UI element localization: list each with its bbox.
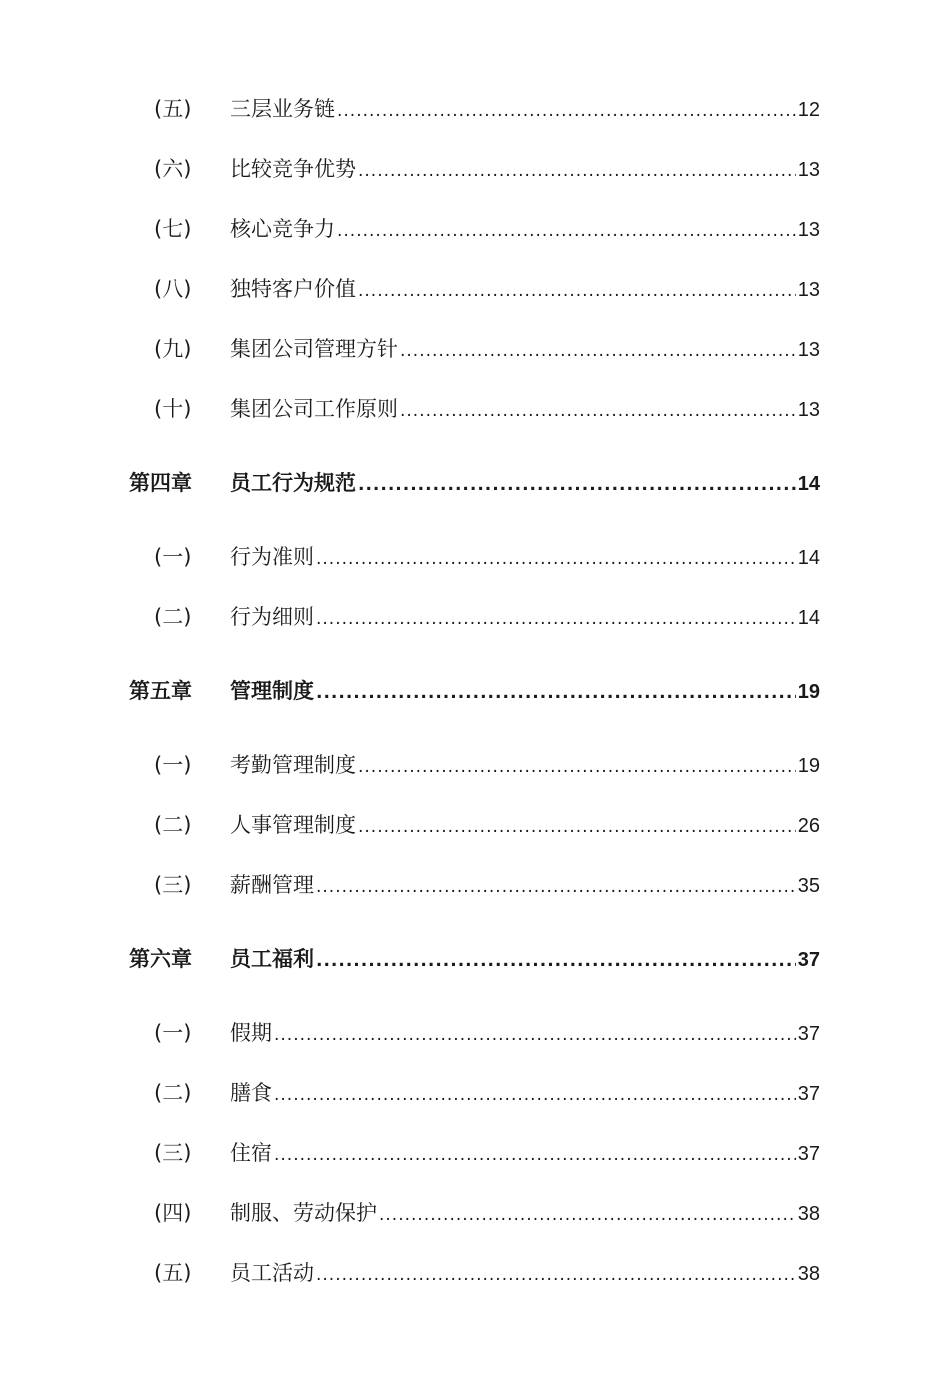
toc-entry[interactable] — [0, 864, 950, 904]
toc-entry[interactable] — [0, 596, 950, 636]
dot-leader — [274, 1087, 796, 1104]
toc-entry-page-number: 12 — [797, 99, 820, 121]
toc-chapter-title: 员工福利 — [230, 947, 314, 971]
toc-entry[interactable] — [0, 744, 950, 784]
toc-entry-title: 员工活动 — [230, 1261, 314, 1285]
toc-chapter-page-number: 37 — [797, 949, 820, 971]
toc-entry-number: (三) — [154, 873, 192, 897]
toc-entry-page-number: 35 — [797, 875, 820, 897]
dot-leader — [274, 1027, 796, 1044]
toc-chapter-title: 员工行为规范 — [230, 471, 356, 495]
toc-entry-number: (一) — [154, 753, 192, 777]
toc-entry-title: 行为细则 — [230, 605, 314, 629]
toc-entry-title: 制服、劳动保护 — [230, 1201, 377, 1225]
toc-entry[interactable] — [0, 208, 950, 248]
dot-leader — [400, 403, 796, 420]
toc-entry-page-number: 14 — [797, 547, 820, 569]
toc-entry-page-number: 19 — [797, 755, 820, 777]
toc-entry-title: 假期 — [230, 1021, 272, 1045]
toc-entry-page-number: 26 — [797, 815, 820, 837]
toc-entry-title: 行为准则 — [230, 545, 314, 569]
toc-entry[interactable] — [0, 536, 950, 576]
toc-entry-page-number: 13 — [797, 279, 820, 301]
toc-entry-title: 考勤管理制度 — [230, 753, 356, 777]
toc-entry-number: (四) — [154, 1201, 192, 1225]
toc-entry-page-number: 38 — [797, 1263, 820, 1285]
toc-entry-number: (二) — [154, 605, 192, 629]
toc-entry-title: 集团公司管理方针 — [230, 337, 398, 361]
dot-leader — [316, 685, 796, 702]
toc-entry-number: (一) — [154, 545, 192, 569]
toc-entry-title: 膳食 — [230, 1081, 272, 1105]
toc-entry-title: 薪酬管理 — [230, 873, 314, 897]
toc-chapter-entry[interactable] — [0, 670, 950, 710]
toc-entry[interactable] — [0, 268, 950, 308]
toc-entry[interactable] — [0, 1192, 950, 1232]
toc-entry-title: 住宿 — [230, 1141, 272, 1165]
toc-chapter-number: 第六章 — [129, 947, 192, 971]
toc-entry-number: (六) — [154, 157, 192, 181]
dot-leader — [337, 103, 796, 120]
toc-entry-page-number: 14 — [797, 607, 820, 629]
toc-entry-page-number: 37 — [797, 1023, 820, 1045]
toc-chapter-page-number: 19 — [797, 681, 820, 703]
dot-leader — [400, 343, 796, 360]
dot-leader — [316, 1267, 796, 1284]
dot-leader — [358, 163, 796, 180]
toc-entry-title: 三层业务链 — [230, 97, 335, 121]
dot-leader — [358, 477, 796, 494]
toc-chapter-number: 第四章 — [129, 471, 192, 495]
dot-leader — [358, 759, 796, 776]
toc-entry-number: (七) — [154, 217, 192, 241]
toc-chapter-number: 第五章 — [129, 679, 192, 703]
toc-chapter-page-number: 14 — [797, 473, 820, 495]
toc-entry[interactable] — [0, 88, 950, 128]
toc-entry-number: (一) — [154, 1021, 192, 1045]
toc-entry[interactable] — [0, 1252, 950, 1292]
toc-entry-page-number: 37 — [797, 1143, 820, 1165]
toc-entry-page-number: 13 — [797, 339, 820, 361]
dot-leader — [379, 1207, 796, 1224]
toc-entry-number: (三) — [154, 1141, 192, 1165]
dot-leader — [358, 819, 796, 836]
toc-entry[interactable] — [0, 1072, 950, 1112]
toc-entry[interactable] — [0, 388, 950, 428]
toc-entry-title: 集团公司工作原则 — [230, 397, 398, 421]
toc-chapter-entry[interactable] — [0, 462, 950, 502]
dot-leader — [316, 953, 796, 970]
dot-leader — [316, 879, 796, 896]
toc-entry-page-number: 38 — [797, 1203, 820, 1225]
dot-leader — [358, 283, 796, 300]
dot-leader — [337, 223, 796, 240]
dot-leader — [316, 551, 796, 568]
toc-entry-number: (十) — [154, 397, 192, 421]
toc-entry-page-number: 13 — [797, 399, 820, 421]
toc-entry-number: (二) — [154, 813, 192, 837]
toc-entry-number: (九) — [154, 337, 192, 361]
toc-entry-page-number: 13 — [797, 219, 820, 241]
toc-entry-page-number: 13 — [797, 159, 820, 181]
toc-chapter-title: 管理制度 — [230, 679, 314, 703]
toc-entry-number: (二) — [154, 1081, 192, 1105]
toc-entry[interactable] — [0, 804, 950, 844]
toc-entry[interactable] — [0, 328, 950, 368]
dot-leader — [274, 1147, 796, 1164]
toc-entry-title: 比较竞争优势 — [230, 157, 356, 181]
toc-entry-number: (五) — [154, 1261, 192, 1285]
toc-entry-title: 人事管理制度 — [230, 813, 356, 837]
toc-entry-page-number: 37 — [797, 1083, 820, 1105]
toc-entry-number: (五) — [154, 97, 192, 121]
toc-entry-number: (八) — [154, 277, 192, 301]
toc-entry[interactable] — [0, 1012, 950, 1052]
toc-entry-title: 独特客户价值 — [230, 277, 356, 301]
toc-entry-title: 核心竞争力 — [230, 217, 335, 241]
toc-entry[interactable] — [0, 148, 950, 188]
dot-leader — [316, 611, 796, 628]
toc-chapter-entry[interactable] — [0, 938, 950, 978]
toc-entry[interactable] — [0, 1132, 950, 1172]
